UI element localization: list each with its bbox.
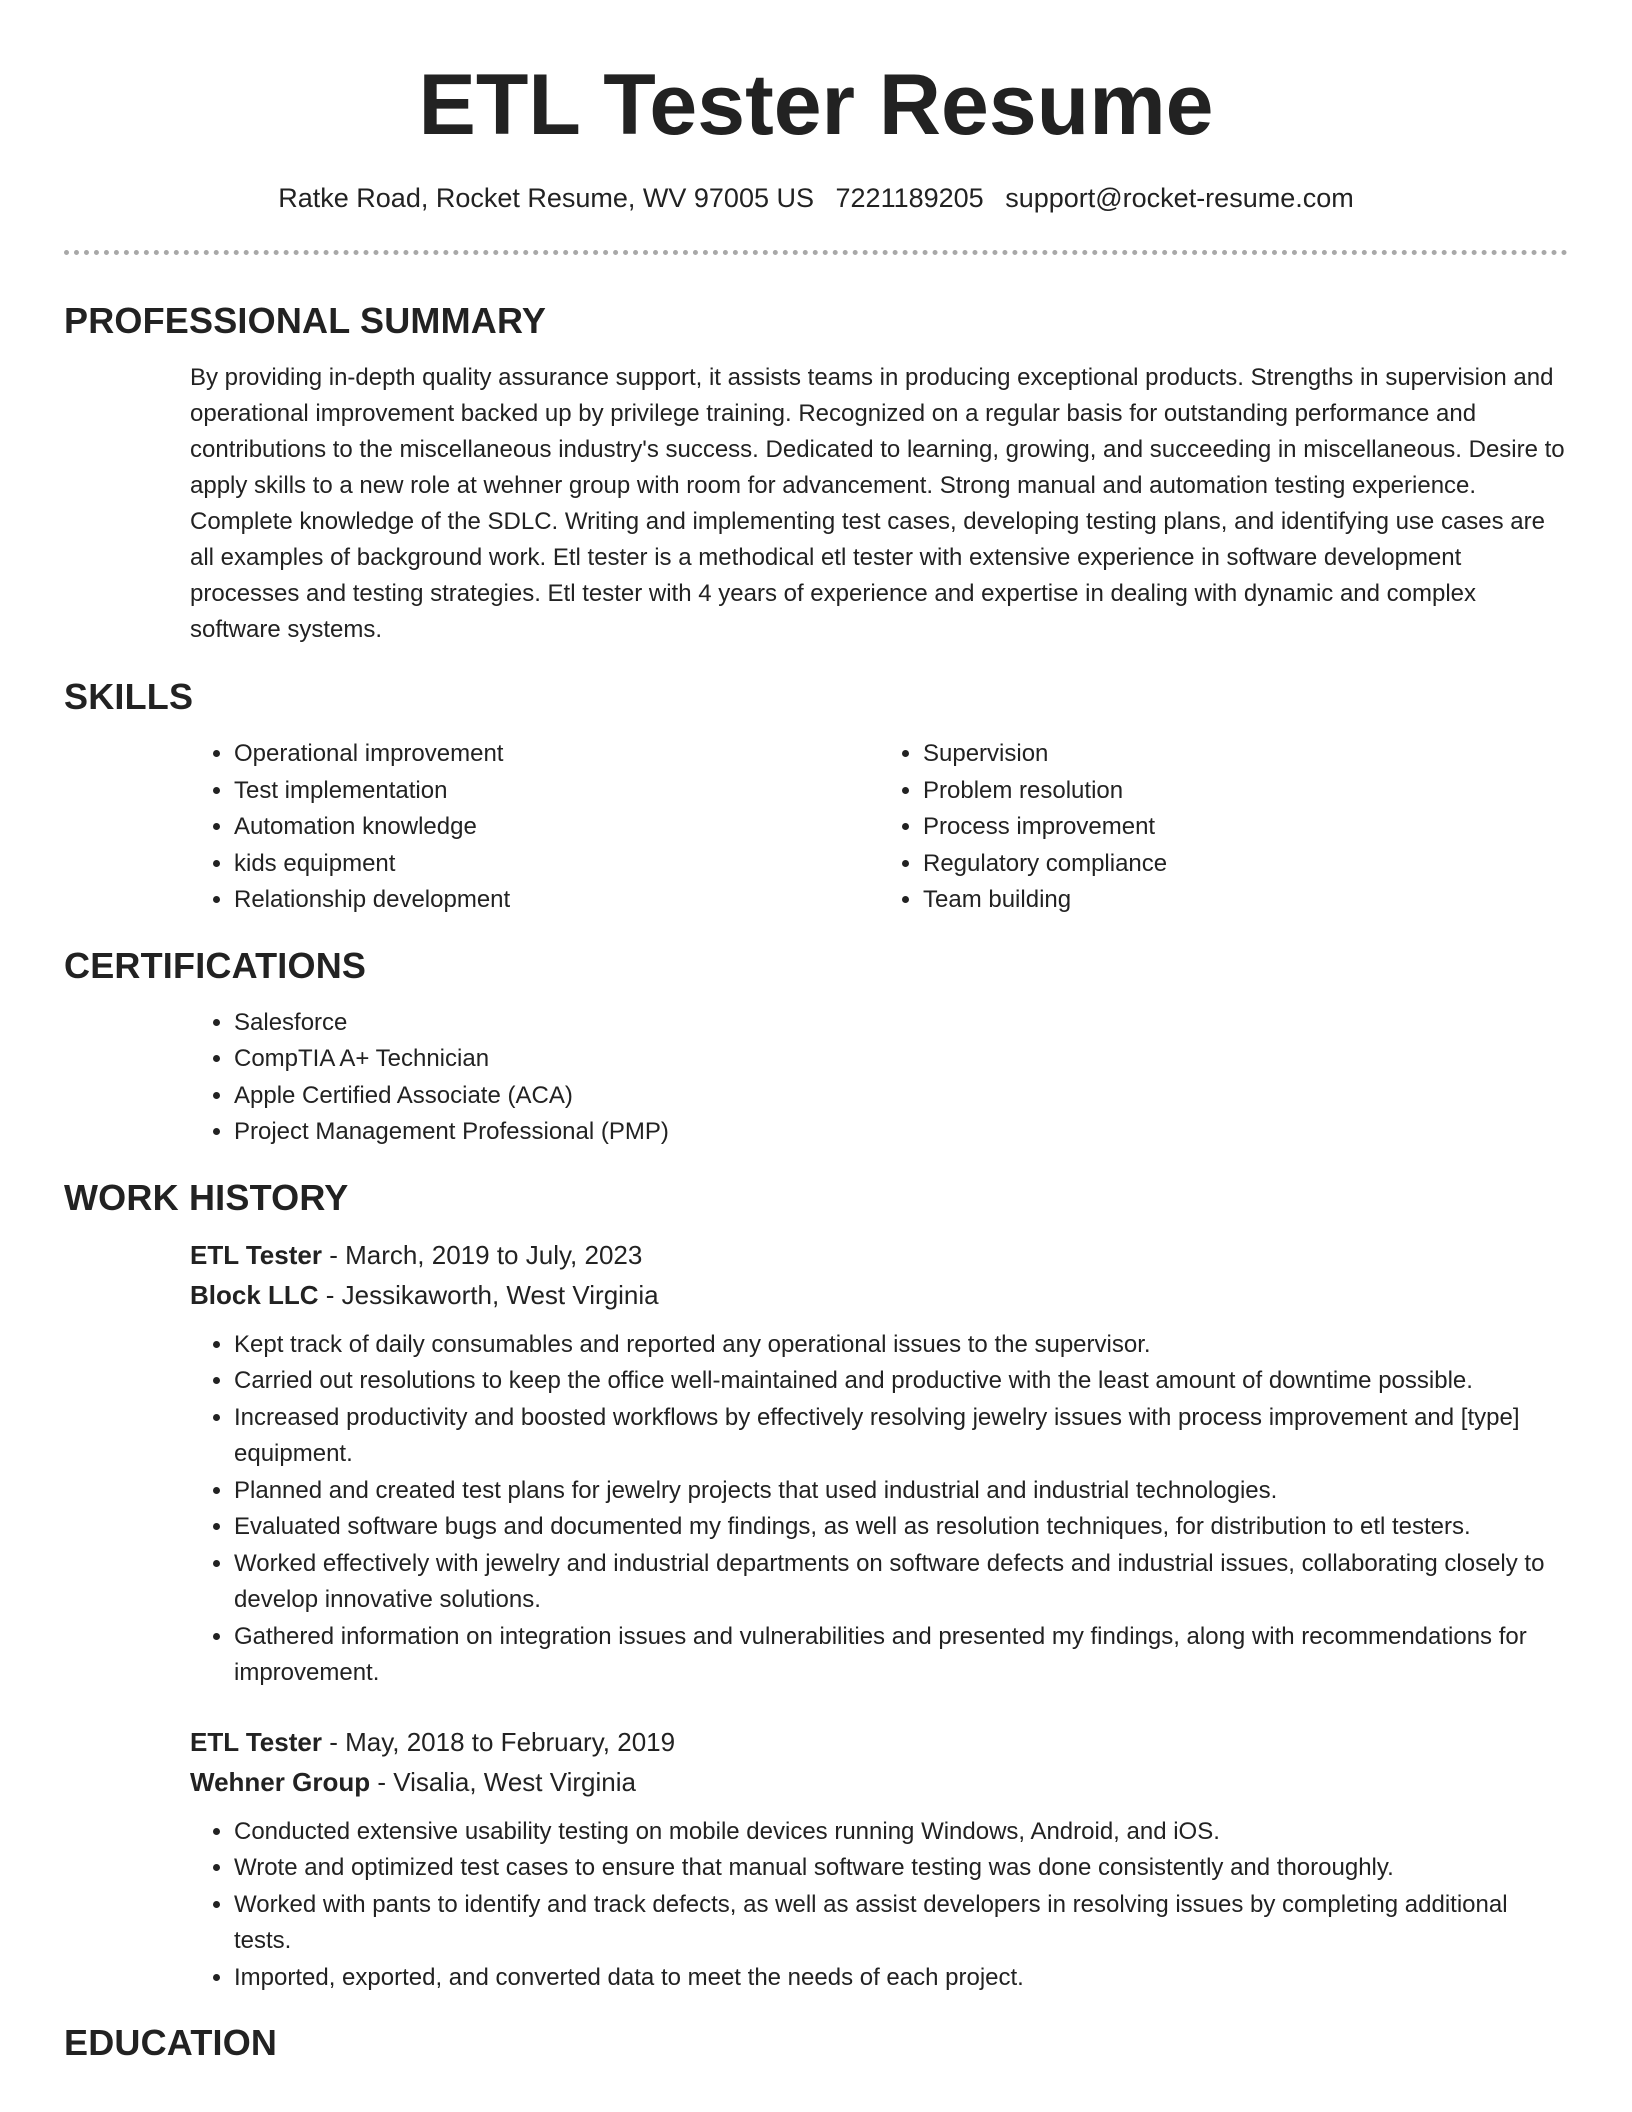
certification-item: • Project Management Professional (PMP) bbox=[234, 1114, 1568, 1151]
phone: 7221189205 bbox=[835, 183, 984, 213]
skill-item: • kids equipment bbox=[234, 846, 879, 883]
skills-list-left bbox=[190, 736, 879, 919]
job-company: Block LLC bbox=[190, 1279, 319, 1310]
job-bullet: • Worked effectively with jewelry and industrial departments on software defects and industrial issues, collaborating closely to develop innovative solutions. bbox=[234, 1546, 1568, 1619]
education-section bbox=[64, 2018, 1568, 2068]
address: Ratke Road, Rocket Resume, WV 97005 US bbox=[278, 183, 814, 213]
work-history-section bbox=[64, 1173, 1568, 1997]
job-title: ETL Tester bbox=[190, 1726, 322, 1757]
certifications-section bbox=[64, 941, 1568, 1151]
header-divider bbox=[64, 250, 1568, 255]
skills-columns bbox=[190, 736, 1568, 919]
job-bullets bbox=[190, 1327, 1568, 1692]
summary-text: By providing in-depth quality assurance support, it assists teams in producing exceptional products. Strengths in supervision and operational improvement backed up by privilege training. Recognized on a regular basis for outstanding performance and contributions to the miscellaneous industry's success. Dedicated to learning, growing, and succeeding in miscellaneous. Desire to apply skills to a new role at wehner group with room for advancement. Strong manual and automation testing experience. Complete knowledge of the SDLC. Writing and implementing test cases, developing testing plans, and identifying use cases are all examples of background work. Etl tester is a methodical etl tester with extensive experience in software development processes and testing strategies. Etl tester with 4 years of experience and expertise in dealing with dynamic and complex software systems. bbox=[190, 364, 1565, 643]
skills-section bbox=[64, 672, 1568, 919]
job-entry bbox=[190, 1722, 1568, 1997]
contact-line bbox=[0, 180, 1632, 216]
job-bullet: • Kept track of daily consumables and reported any operational issues to the supervisor. bbox=[234, 1327, 1568, 1364]
job-bullet: • Conducted extensive usability testing on mobile devices running Windows, Android, and iOS. bbox=[234, 1814, 1568, 1851]
job-title-line bbox=[190, 1722, 1568, 1762]
certifications-list bbox=[190, 1005, 1568, 1151]
job-company-line bbox=[190, 1275, 1568, 1315]
skills-list-right bbox=[879, 736, 1568, 919]
skill-item: • Problem resolution bbox=[923, 773, 1568, 810]
job-company: Wehner Group bbox=[190, 1766, 371, 1797]
skill-item: • Test implementation bbox=[234, 773, 879, 810]
job-bullet: • Increased productivity and boosted workflows by effectively resolving jewelry issues with process improvement and [type] equipment. bbox=[234, 1400, 1568, 1473]
certification-item: • Apple Certified Associate (ACA) bbox=[234, 1078, 1568, 1115]
job-bullet: • Imported, exported, and converted data to meet the needs of each project. bbox=[234, 1960, 1568, 1997]
summary-section bbox=[64, 296, 1568, 648]
job-title-line bbox=[190, 1235, 1568, 1275]
resume-title: ETL Tester Resume bbox=[418, 57, 1214, 153]
skill-item: • Automation knowledge bbox=[234, 809, 879, 846]
job-title: ETL Tester bbox=[190, 1239, 322, 1270]
email: support@rocket-resume.com bbox=[1005, 183, 1354, 213]
job-bullet: • Worked with pants to identify and track defects, as well as assist developers in resolving issues by completing additional tests. bbox=[234, 1887, 1568, 1960]
certifications-heading: CERTIFICATIONS bbox=[64, 944, 367, 986]
job-bullet: • Gathered information on integration issues and vulnerabilities and presented my findings, along with recommendations for improvement. bbox=[234, 1619, 1568, 1692]
job-bullets bbox=[190, 1814, 1568, 1997]
job-location: - Visalia, West Virginia bbox=[370, 1766, 636, 1797]
work-history-heading: WORK HISTORY bbox=[64, 1176, 349, 1218]
job-dates: - May, 2018 to February, 2019 bbox=[321, 1726, 676, 1757]
skill-item: • Process improvement bbox=[923, 809, 1568, 846]
skill-item: • Supervision bbox=[923, 736, 1568, 773]
job-bullet: • Wrote and optimized test cases to ensure that manual software testing was done consistently and thoroughly. bbox=[234, 1850, 1568, 1887]
skills-heading: SKILLS bbox=[64, 676, 194, 717]
job-bullet: • Evaluated software bugs and documented my findings, as well as resolution techniques, for distribution to etl testers. bbox=[234, 1509, 1568, 1546]
job-bullet: • Carried out resolutions to keep the office well-maintained and productive with the least amount of downtime possible. bbox=[234, 1363, 1568, 1400]
certification-item: • Salesforce bbox=[234, 1005, 1568, 1042]
summary-heading: PROFESSIONAL SUMMARY bbox=[64, 300, 547, 341]
resume-content bbox=[64, 296, 1568, 2068]
certification-item: • CompTIA A+ Technician bbox=[234, 1041, 1568, 1078]
job-entry bbox=[190, 1235, 1568, 1692]
skill-item: • Regulatory compliance bbox=[923, 846, 1568, 883]
skill-item: • Operational improvement bbox=[234, 736, 879, 773]
skill-item: • Relationship development bbox=[234, 882, 879, 919]
job-company-line bbox=[190, 1762, 1568, 1802]
job-location: - Jessikaworth, West Virginia bbox=[318, 1279, 659, 1310]
job-bullet: • Planned and created test plans for jewelry projects that used industrial and industrial technologies. bbox=[234, 1473, 1568, 1510]
skill-item: • Team building bbox=[923, 882, 1568, 919]
job-dates: - March, 2019 to July, 2023 bbox=[321, 1239, 643, 1270]
education-heading: EDUCATION bbox=[64, 2022, 278, 2063]
